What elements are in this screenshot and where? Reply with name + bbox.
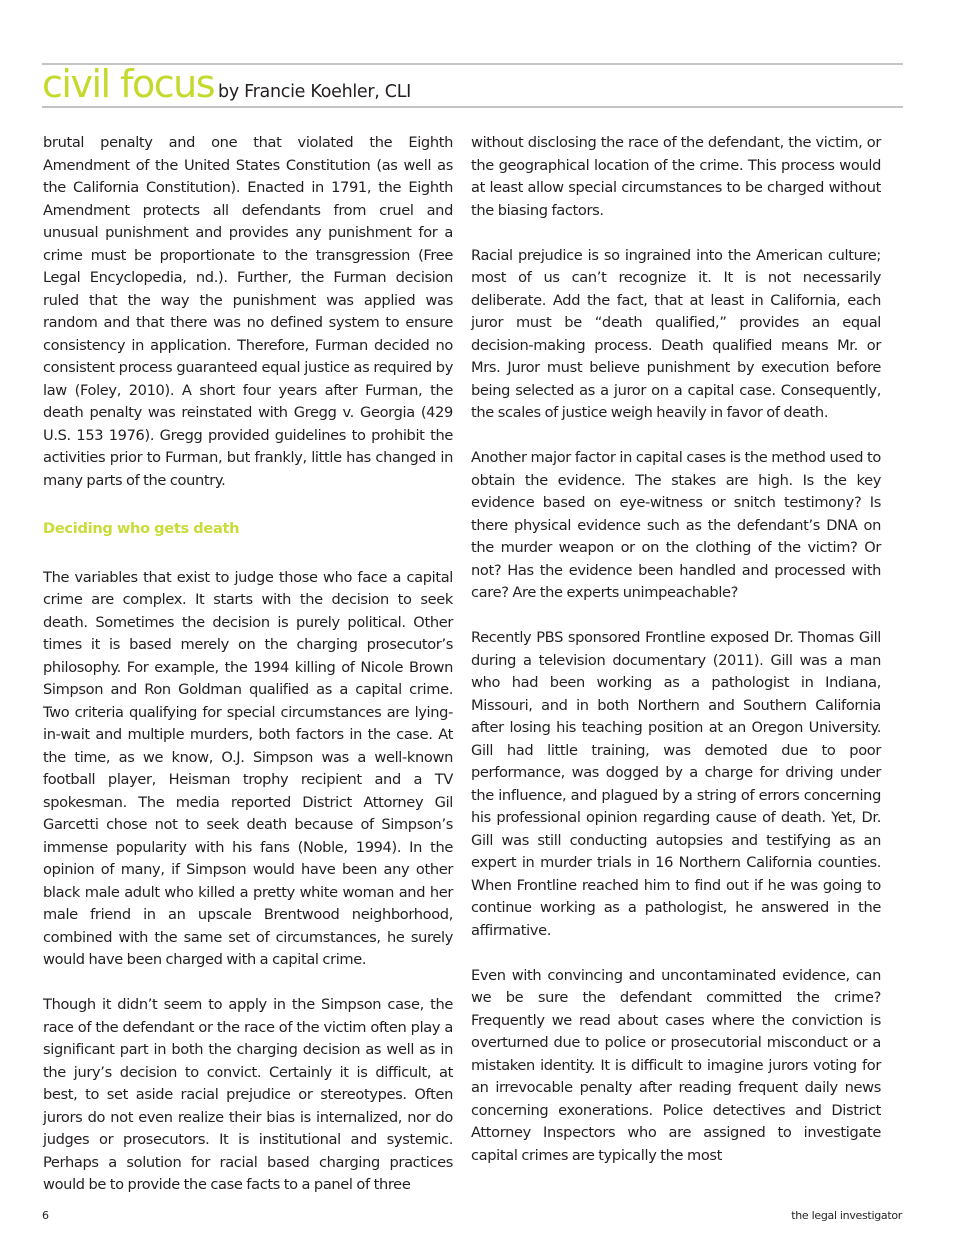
article-column-right <box>471 132 881 1167</box>
paragraph: brutal penalty and one that violated the Eighth Amendment of the United States Constitution (as well as the California Constitution). Enacted in 1791, the Eighth Amendment protects all defendants from cruel and unusual punishment and provides any punishment for a crime must be proportionate to the transgression (Free Legal Encyclopedia, nd.). Further, the Furman decision ruled that the way the punishment was applied was random and that there was no defined system to ensure consistency in application. Therefore, Furman decided no consistent process guaranteed equal justice as required by law (Foley, 2010). A short four years after Furman, the death penalty was reinstated with Gregg v. Georgia (429 U.S. 153 1976). Gregg provided guidelines to prohibit the activities prior to Furman, but frankly, little has changed in many parts of the country. <box>43 134 453 489</box>
page-number: 6 <box>42 1209 49 1222</box>
header-rule-bottom <box>42 106 903 108</box>
publication-name: the legal investigator <box>791 1209 902 1222</box>
paragraph: Racial prejudice is so ingrained into the American culture; most of us can’t recognize it. It is not necessarily deliberate. Add the fact, that at least in California, each juror must be “death qualified,” provides an equal decision-making process. Death qualified means Mr. or Mrs. Juror must believe punishment by execution before being selected as a juror on a capital case. Consequently, the scales of justice weigh heavily in favor of death. <box>471 246 881 421</box>
article-column-left <box>43 132 453 1197</box>
section-subheading: Deciding who gets death <box>43 520 240 537</box>
section-name: civil focus <box>42 62 215 106</box>
masthead <box>42 62 411 106</box>
author-byline: by Francie Koehler, CLI <box>218 82 412 102</box>
paragraph: without disclosing the race of the defendant, the victim, or the geographical location of the crime. This process would at least allow special circumstances to be charged without the biasing factors. <box>471 134 881 219</box>
paragraph: Even with convincing and uncontaminated evidence, can we be sure the defendant committed the crime? Frequently we read about cases where the conviction is overturned due to police or prosecutorial misconduct or a mistaken identity. It is difficult to imagine jurors voting for an irrevocable penalty after reading frequent daily news concerning exonerations. Police detectives and District Attorney Inspectors who are assigned to investigate capital crimes are typically the most <box>471 966 881 1164</box>
paragraph: Recently PBS sponsored Frontline exposed Dr. Thomas Gill during a television documentary (2011). Gill was a man who had been working as a pathologist in Indiana, Missouri, and in both Northern and Southern California after losing his teaching position at an Oregon University. Gill had little training, was demoted due to poor performance, was dogged by a charge for driving under the influence, and plagued by a string of errors concerning his professional opinion regarding cause of death. Yet, Dr. Gill was still conducting autopsies and testifying as an expert in murder trials in 16 Northern California counties. When Frontline reached him to find out if he was going to continue working as a pathologist, he answered in the affirmative. <box>471 629 881 939</box>
paragraph: Another major factor in capital cases is the method used to obtain the evidence. The stakes are high. Is the key evidence based on eye-witness or snitch testimony? Is there physical evidence such as the defendant’s DNA on the murder weapon or on the clothing of the victim? Or not? Has the evidence been handled and processed with care? Are the experts unimpeachable? <box>471 449 881 601</box>
paragraph: The variables that exist to judge those who face a capital crime are complex. It starts with the decision to seek death. Sometimes the decision is purely political. Other times it is based merely on the charging prosecutor’s philosophy. For example, the 1994 killing of Nicole Brown Simpson and Ron Goldman qualified as a capital crime. Two criteria qualifying for special circumstances are lying-in-wait and multiple murders, both factors in the case. At the time, as we know, O.J. Simpson was a well-known football player, Heisman trophy recipient and a TV spokesman. The media reported District Attorney Gil Garcetti chose not to seek death because of Simpson’s immense popularity with his fans (Noble, 1994). In the opinion of many, if Simpson would have been any other black male adult who killed a pretty white woman and her male friend in an upscale Brentwood neighborhood, combined with the same set of circumstances, he surely would have been charged with a capital crime. <box>43 568 453 968</box>
paragraph: Though it didn’t seem to apply in the Simpson case, the race of the defendant or the race of the victim often play a significant part in both the charging decision as well as in the jury’s decision to convict. Certainly it is difficult, at best, to set aside racial prejudice or stereotypes. Often jurors do not even realize their bias is internalized, nor do judges or prosecutors. It is institutional and systemic. Perhaps a solution for racial based charging practices would be to provide the case facts to a panel of three <box>43 996 453 1193</box>
